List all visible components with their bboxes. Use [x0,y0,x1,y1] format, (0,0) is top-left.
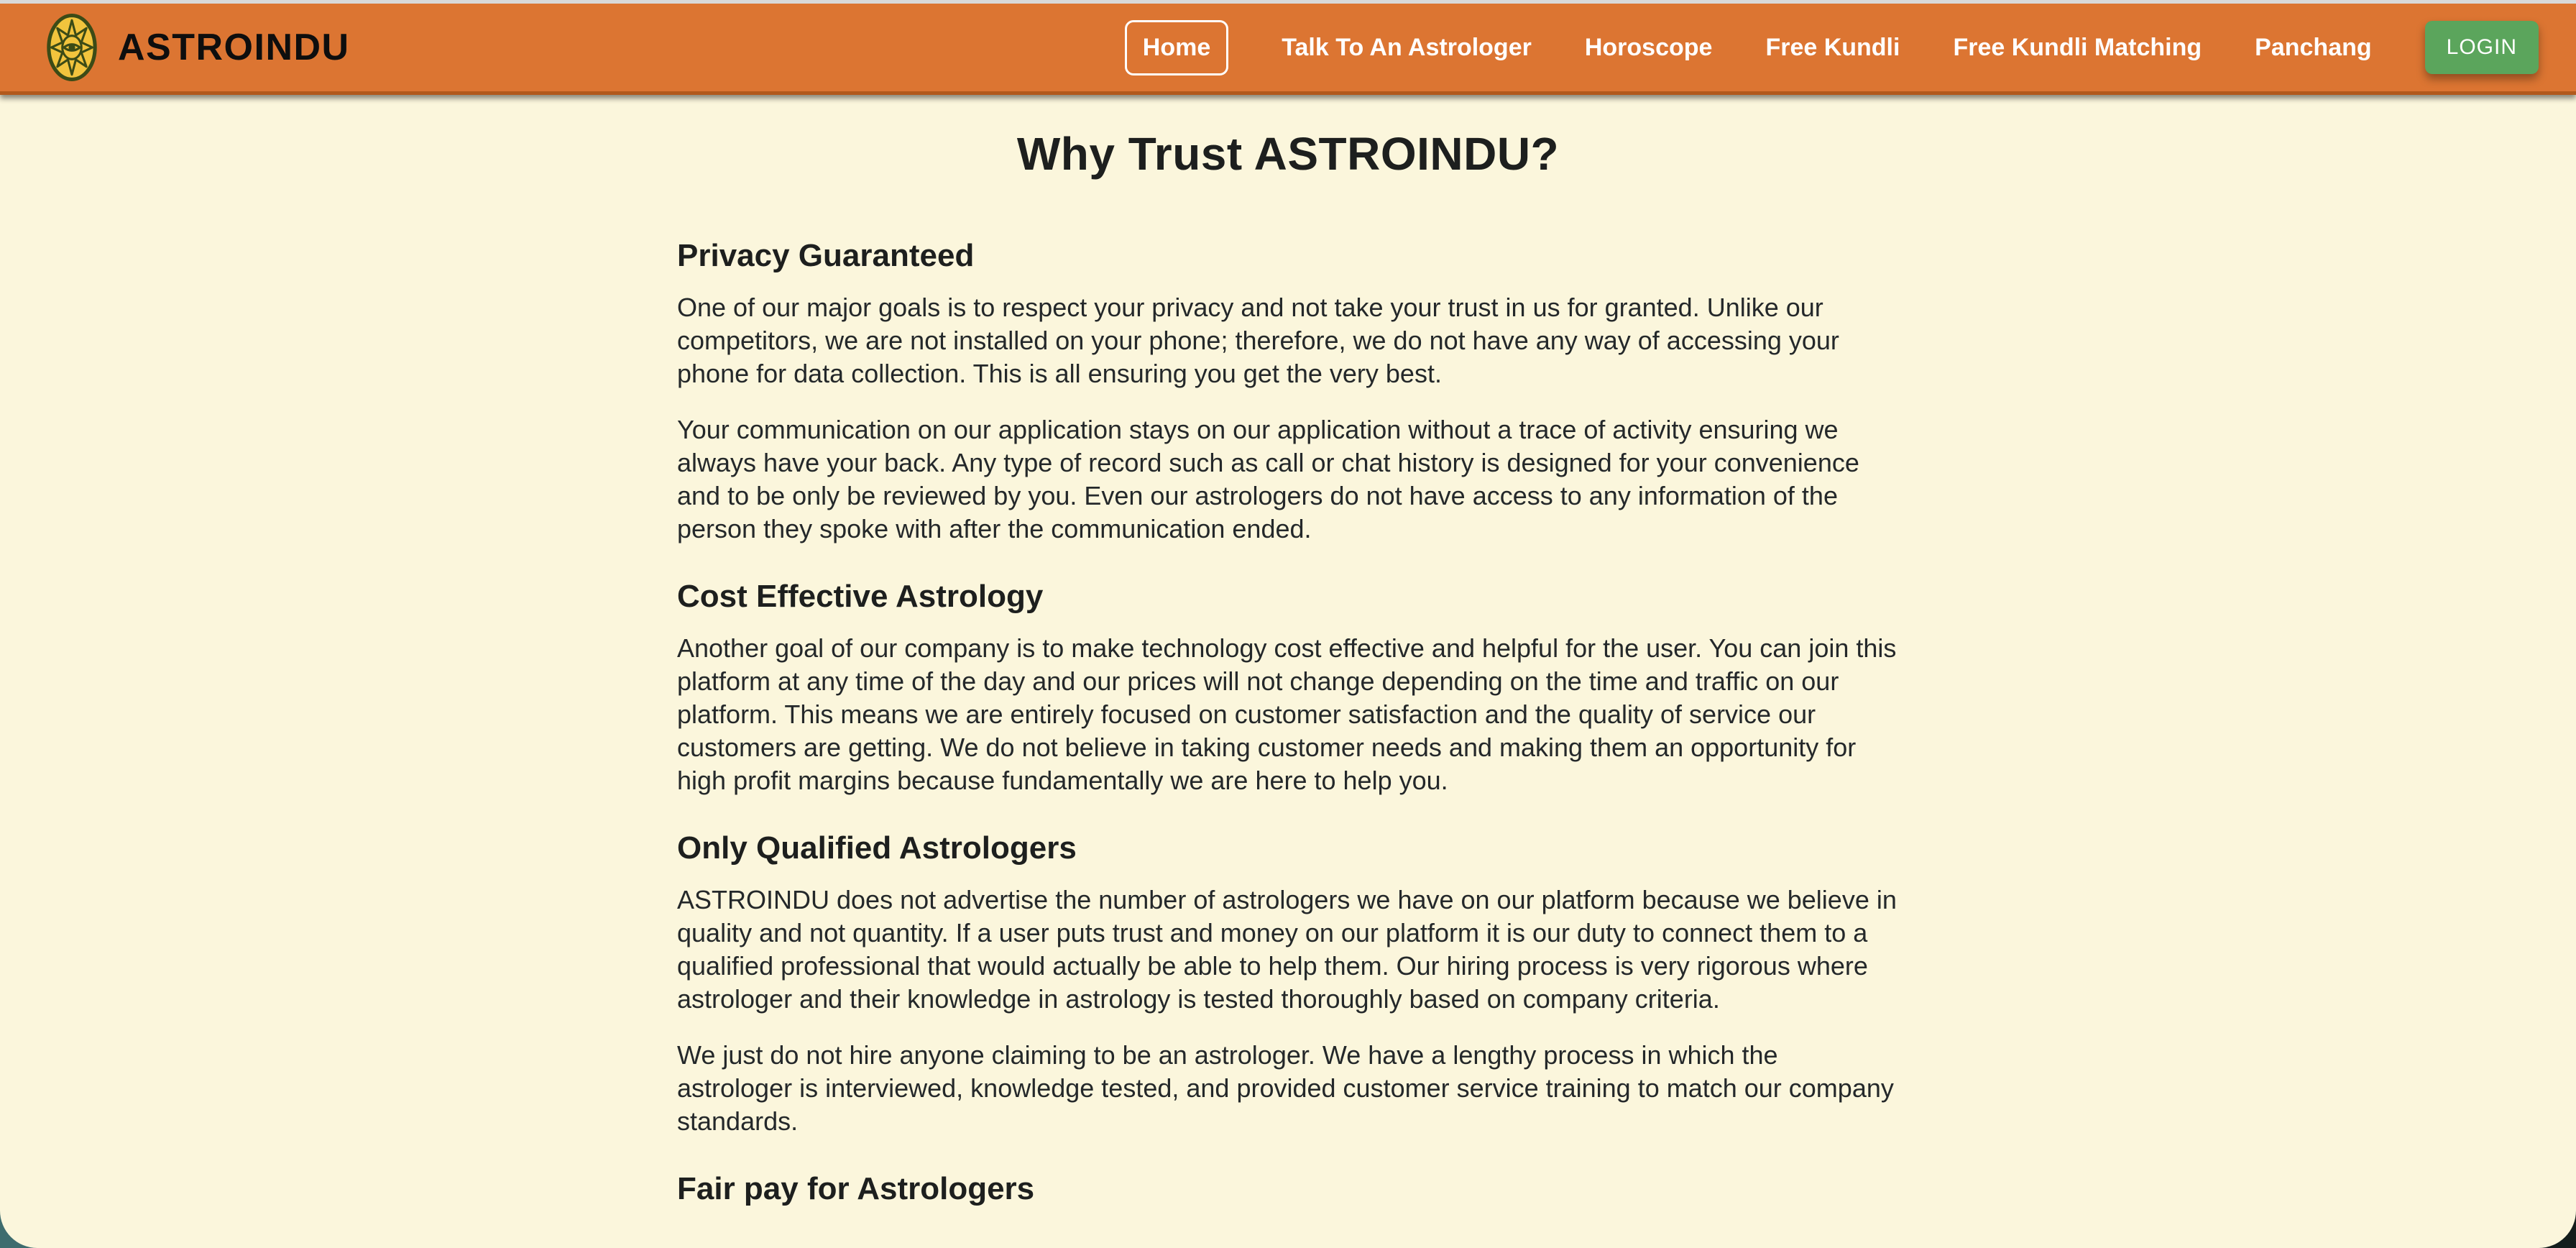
section-heading: Fair pay for Astrologers [677,1171,1035,1206]
login-button[interactable]: LOGIN [2425,21,2539,74]
section-paragraph: Your communication on our application stays on our application without a trace of activity ensuring we always have your back. Any type of record such as call or chat history is designed for your convenience and to be only be reviewed by you. Even our astrologers do not have access to any information of the person they spoke with after the communication ended. [677,415,1859,543]
section-paragraph: ASTROINDU does not advertise the number of astrologers we have on our platform because we believe in quality and not quantity. If a user puts trust and money on our platform it is our duty to connect them to a qualified professional that would actually be able to help them. Our hiring process is very rigorous where astrologer and their knowledge in astrology is tested thoroughly based on company criteria. [677,885,1897,1014]
nav-item-talk-to-an-astrologer[interactable]: Talk To An Astrologer [1282,33,1532,61]
nav-item-free-kundli[interactable]: Free Kundli [1765,33,1900,61]
section-cost-effective-astrology [677,579,1899,797]
section-only-qualified-astrologers [677,830,1899,1138]
section-paragraph: Another goal of our company is to make technology cost effective and helpful for the user. You can join this platform at any time of the day and our prices will not change depending on the time and traffic on our platform. This means we are entirely focused on customer satisfaction and the quality of service our customers are getting. We do not believe in taking customer needs and making them an opportunity for high profit margins because fundamentally we are here to help you. [677,633,1897,795]
page-title: Why Trust ASTROINDU? [1016,128,1560,180]
section-fair-pay-for-astrologers [677,1171,1899,1207]
nav-item-free-kundli-matching[interactable]: Free Kundli Matching [1953,33,2202,61]
content-column [677,238,1899,1207]
main-nav [1125,20,2539,75]
nav-item-horoscope[interactable]: Horoscope [1584,33,1713,61]
section-heading: Cost Effective Astrology [677,579,1044,614]
nav-item-home[interactable]: Home [1125,20,1228,75]
top-navbar [0,4,2576,95]
section-paragraph: One of our major goals is to respect your privacy and not take your trust in us for granted. Unlike our competitors, we are not installed on your phone; therefore, we do not have any way of accessing your phone for data collection. This is all ensuring you get the very best. [677,293,1839,388]
top-grey-strip [0,0,2576,4]
main-content [0,98,2576,1248]
section-heading: Privacy Guaranteed [677,238,975,273]
section-paragraph: We just do not hire anyone claiming to be an astrologer. We have a lengthy process in which the astrologer is interviewed, knowledge tested, and provided customer service training to match our company standards. [677,1040,1894,1136]
section-heading: Only Qualified Astrologers [677,830,1077,866]
brand-name: ASTROINDU [118,27,350,68]
brand[interactable] [46,13,350,82]
nav-item-panchang[interactable]: Panchang [2255,33,2372,61]
sun-eye-logo-icon [46,13,98,82]
section-privacy-guaranteed [677,238,1899,546]
